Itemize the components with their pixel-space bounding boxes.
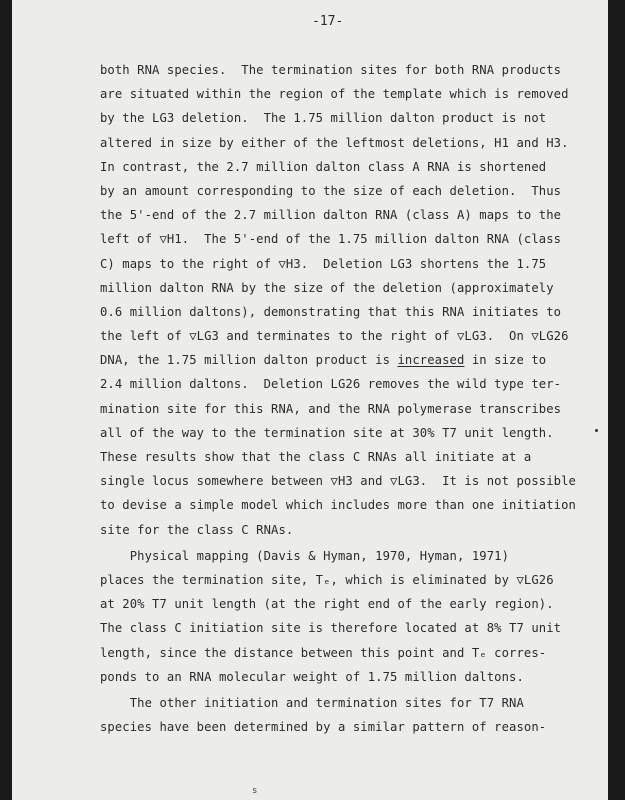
body-text <box>100 58 580 739</box>
text-line: the left of ▽LG3 and terminates to the right of ▽LG3. On ▽LG26 <box>100 329 569 344</box>
text-line: species have been determined by a similar pattern of reason- <box>100 720 547 735</box>
text-line: C) maps to the right of ▽H3. Deletion LG3 shortens the 1.75 <box>100 256 547 271</box>
text-line: left of ▽H1. The 5'-end of the 1.75 million dalton RNA (class <box>100 232 562 247</box>
text-line: mination site for this RNA, and the RNA polymerase transcribes <box>100 401 562 416</box>
text-line: all of the way to the termination site at 30% T7 unit length. <box>100 425 554 440</box>
document-page <box>12 0 608 800</box>
text-line: places the termination site, Tₑ, which is eliminated by ▽LG26 <box>100 572 554 587</box>
text-segment: in size to <box>464 353 547 368</box>
text-line: at 20% T7 unit length (at the right end of the early region). <box>100 597 554 612</box>
text-line: These results show that the class C RNAs all initiate at a <box>100 450 532 464</box>
text-line: million dalton RNA by the size of the deletion (approximately <box>100 280 554 295</box>
text-line: site for the class C RNAs. <box>100 522 294 537</box>
text-line: by an amount corresponding to the size of each deletion. Thus <box>100 183 562 198</box>
text-line: length, since the distance between this point and Tₑ corres- <box>100 645 547 660</box>
text-line: The class C initiation site is therefore located at 8% T7 unit <box>100 621 562 636</box>
text-line: 2.4 million daltons. Deletion LG26 removes the wild type ter- <box>100 377 562 392</box>
underlined-word: increased <box>397 353 465 368</box>
paragraph-start-line: The other initiation and termination sites for T7 RNA <box>100 695 524 710</box>
text-line: 0.6 million daltons), demonstrating that this RNA initiates to <box>100 304 562 319</box>
paragraph-start-line: Physical mapping (Davis & Hyman, 1970, Hyman, 1971) <box>100 548 510 563</box>
text-segment: DNA, the 1.75 million dalton product is <box>100 353 398 368</box>
text-line: ponds to an RNA molecular weight of 1.75 million daltons. <box>100 669 524 684</box>
footer-mark: s <box>252 786 258 796</box>
text-line: both RNA species. The termination sites for both RNA products <box>100 63 562 77</box>
text-line: In contrast, the 2.7 million dalton class A RNA is shortened <box>100 159 547 174</box>
page-number: -17- <box>312 14 344 29</box>
text-line: by the LG3 deletion. The 1.75 million dalton product is not <box>100 111 547 126</box>
text-line: altered in size by either of the leftmost deletions, H1 and H3. <box>100 135 569 150</box>
text-line: single locus somewhere between ▽H3 and ▽LG3. It is not possible <box>100 474 576 489</box>
text-line: the 5'-end of the 2.7 million dalton RNA (class A) maps to the <box>100 208 562 223</box>
margin-dot <box>595 429 598 432</box>
text-line-with-underline <box>100 348 580 372</box>
text-line: to devise a simple model which includes more than one initiation <box>100 498 576 513</box>
text-line: are situated within the region of the template which is removed <box>100 87 569 102</box>
